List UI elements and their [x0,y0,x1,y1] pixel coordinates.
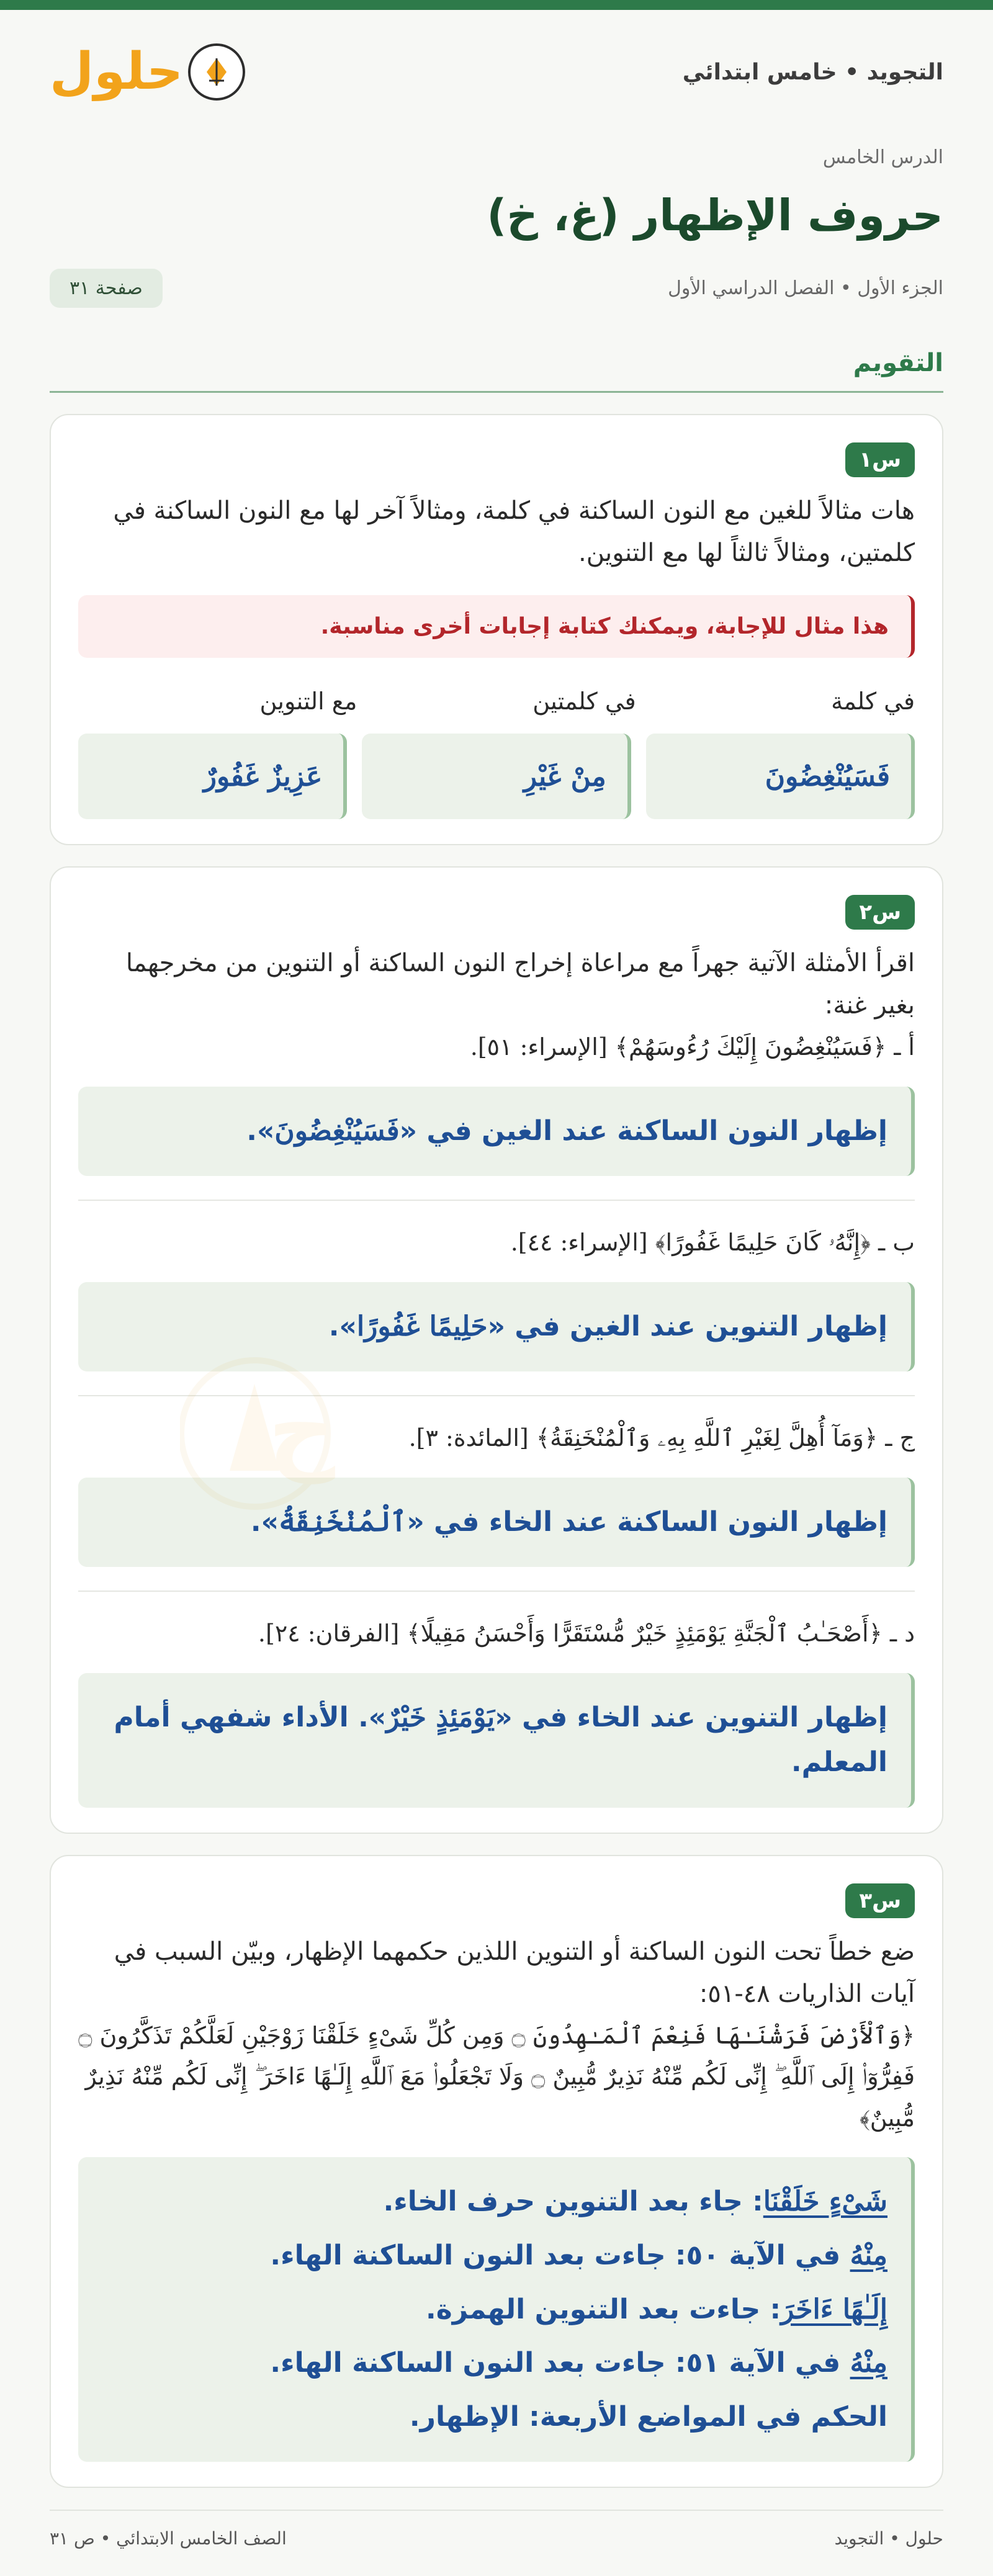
answer-line: إِلَـٰهًا ءَاخَرَ: جاءت بعد التنوين الهمزة. [426,2293,887,2325]
question-badge: س١ [845,442,915,477]
term-meta: الجزء الأول • الفصل الدراسي الأول [668,277,943,299]
book-logo-icon [188,43,245,101]
footer-brand: حلول • التجويد [834,2528,943,2549]
subject-label: التجويد • خامس ابتدائي [682,59,943,85]
answer-conclusion: الحكم في المواضع الأربعة: الإظهار. [409,2400,887,2433]
column-label: في كلمة [831,688,915,715]
example-item-c [78,1417,915,1567]
answer-box: إظهار التنوين عند الخاء في «يَوْمَئِذٍ خَيْرٌ». الأداء شفهي أمام المعلم. [78,1673,915,1808]
answer-box: إظهار التنوين عند الغين في «حَلِيمًا غَفُورًا». [78,1282,915,1372]
column-label: مع التنوين [259,688,357,715]
example-verse: ج ـ ﴿وَمَآ أُهِلَّ لِغَيْرِ ٱللَّهِ بِهِۦ وَٱلْمُنْخَنِقَةُ﴾ [المائدة: ٣]. [408,1424,915,1452]
lesson-meta-row [50,269,943,308]
answer-box: عَزِيزٌ غَفُورٌ [78,734,347,819]
question-text: اقرأ الأمثلة الآتية جهراً مع مراعاة إخراج النون الساكنة أو التنوين من مخرجهما بغير غنة: [125,949,915,1020]
divider [78,1200,915,1201]
question-badge: س٢ [845,895,915,930]
page-badge: صفحة ٣١ [50,269,163,308]
question-card-2 [50,866,943,1834]
page-header [0,10,993,146]
example-item-a [78,1026,915,1176]
answer-box [78,2157,915,2462]
question-text: هات مثالاً للغين مع النون الساكنة في كلمة، ومثالاً آخر لها مع النون الساكنة في كلمتين، ومثالاً ثالثاً لها مع التنوين. [113,496,915,567]
answer-note: هذا مثال للإجابة، ويمكنك كتابة إجابات أخرى مناسبة. [78,595,915,658]
answer-columns-header [78,688,915,715]
lesson-title: حروف الإظهار (غ، خ) [487,190,943,241]
question-text: ضع خطاً تحت النون الساكنة أو التنوين اللذين حكمهما الإظهار، وبيّن السبب في آيات الذاريات ٤٨-٥١: [114,1937,915,2008]
example-verse: ب ـ ﴿إِنَّهُۥ كَانَ حَلِيمًا غَفُورًا﴾ [الإسراء: ٤٤]. [510,1229,915,1257]
question-card-1 [50,414,943,845]
lesson-intro [0,146,993,308]
example-verse: أ ـ ﴿فَسَيُنْغِضُونَ إِلَيْكَ رُءُوسَهُمْ﴾ [الإسراء: ٥١]. [470,1033,915,1061]
page-footer [50,2510,943,2549]
column-label: في كلمتين [532,688,636,715]
lesson-number: الدرس الخامس [822,146,943,168]
answer-box: إظهار النون الساكنة عند الخاء في «ٱلْمُنْخَنِقَةُ». [78,1478,915,1568]
question-badge: س٣ [845,1883,915,1918]
answer-line: شَىْءٍ خَلَقْنَا: جاء بعد التنوين حرف الخاء. [383,2186,887,2218]
divider [78,1591,915,1592]
top-accent-bar [0,0,993,10]
section-title-evaluation: التقويم [50,349,943,393]
example-item-b [78,1222,915,1371]
logo-wordmark: حلول [50,42,184,101]
answer-box: إظهار النون الساكنة عند الغين في «فَسَيُنْغِضُونَ». [78,1087,915,1177]
answer-line: مِنْهُ في الآية ٥٠: جاءت بعد النون الساكنة الهاء. [270,2240,887,2272]
divider [78,1395,915,1396]
example-item-d [78,1613,915,1808]
footer-page-info: الصف الخامس الابتدائي • ص ٣١ [50,2528,287,2549]
example-verse: د ـ ﴿أَصْحَـٰبُ ٱلْجَنَّةِ يَوْمَئِذٍ خَيْرٌ مُّسْتَقَرًّا وَأَحْسَنُ مَقِيلًا﴾ [الفرقان: ٢٤]. [258,1620,915,1648]
brand-logo [50,43,245,101]
question-card-3 [50,1855,943,2488]
answer-columns [78,734,915,819]
answer-line: مِنْهُ في الآية ٥١: جاءت بعد النون الساكنة الهاء. [270,2347,887,2379]
answer-box: فَسَيُنْغِضُونَ [646,734,915,819]
answer-box: مِنْ غَيْرِ [362,734,631,819]
surah-verses: ﴿وَٱلْأَرْضَ فَرَشْنَـٰهَا فَنِعْمَ ٱلْمَـٰهِدُونَ ۝ وَمِن كُلِّ شَىْءٍ خَلَقْنَا زَوْجَيْنِ لَعَلَّكُمْ تَذَكَّرُونَ ۝ فَفِرُّوٓا۟ إِلَى ٱللَّهِ ۖ إِنِّى لَكُم مِّنْهُ نَذِيرٌ مُّبِينٌ ۝ وَلَا تَجْعَلُوا۟ مَعَ ٱللَّهِ إِلَـٰهًا ءَاخَرَ ۖ إِنِّى لَكُم مِّنْهُ نَذِيرٌ مُّبِينٌ﴾ [78,2021,915,2132]
